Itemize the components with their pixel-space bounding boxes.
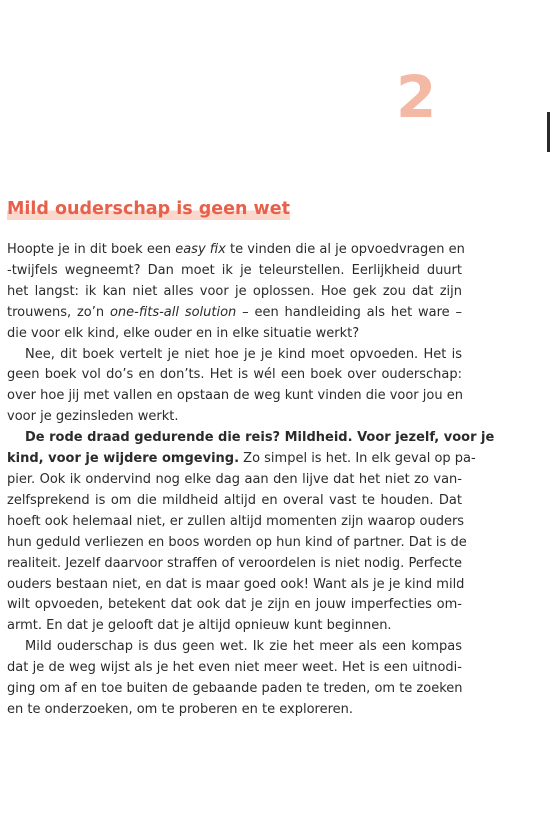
text-line [7,345,462,366]
text-run: en te onderzoeken, om te proberen en te exploreren. [7,701,354,717]
text-run: – een handleiding als het ware – [236,304,462,320]
text-line [7,658,462,679]
text-line [7,240,465,261]
text-line [7,700,462,721]
text-run: hoeft ook helemaal niet, er zullen altijd momenten zijn waarop ouders [7,513,465,529]
text-line [7,470,462,491]
text-run: Nee, dit boek vertelt je niet hoe je je kind moet opvoeden. Het is [25,346,462,362]
emphasis-text: easy fix [175,242,226,257]
text-line [7,533,467,554]
text-line [7,616,462,637]
text-line [7,637,462,658]
text-run: wilt opvoeden, betekent dat ook dat je zijn en jouw imperfecties om- [7,597,462,613]
text-run: Zo simpel is het. In elk geval op pa- [239,451,476,467]
text-line [7,449,476,470]
chapter-number: 2 [396,63,437,131]
text-line [7,282,462,303]
text-run: armt. En dat je gelooft dat je altijd opnieuw kunt beginnen. [7,618,392,634]
text-run: Mild ouderschap is dus geen wet. Ik zie het meer als een kompas [25,639,462,655]
text-run: dat je de weg wijst als je het even niet meer weet. Het is een uitnodi- [7,660,462,676]
text-run: te vinden die al je opvoedvragen en [225,242,465,257]
text-run: realiteit. Jezelf daarvoor straffen of veroordelen is niet nodig. Perfecte [7,555,462,571]
text-line [7,428,495,449]
text-run: pier. Ook ik ondervind nog elke dag aan den lijve dat het niet zo van- [7,471,462,487]
text-line [7,554,462,575]
text-line [7,491,462,512]
text-run: -twijfels wegneemt? Dan moet ik je teleurstellen. Eerlijkheid duurt [7,262,462,278]
text-line [7,365,462,386]
text-run: ouders bestaan niet, en dat is maar goed ook! Want als je je kind mild [7,576,465,592]
text-run: het langst: ik kan niet alles voor je oplossen. Hoe gek zou dat zijn [7,283,462,299]
paragraph [7,345,462,429]
text-line [7,595,462,616]
text-line [7,261,462,282]
text-line [7,512,465,533]
text-run: voor je gezinsleden werkt. [7,409,179,425]
emphasis-text: one-fits-all solution [109,304,237,320]
paragraph [7,428,495,637]
text-line [7,303,462,324]
chapter-title: Mild ouderschap is geen wet [7,196,290,222]
text-line [7,679,462,700]
text-line [7,407,462,428]
text-run: over hoe jij met vallen en opstaan de weg kunt vinden die voor jou en [7,388,463,404]
body-text [7,240,495,721]
text-line [7,386,462,407]
text-run: hun geduld verliezen en boos worden op hun kind of partner. Dat is de [7,534,467,550]
text-run: zelfsprekend is om die mildheid altijd en overal vast te houden. Dat [7,492,462,508]
paragraph [7,240,465,345]
paragraph [7,637,462,721]
text-run: Hoopte je in dit boek een [7,242,176,257]
text-run: die voor elk kind, elke ouder en in elke situatie werkt? [7,325,360,341]
text-line [7,324,462,345]
text-line [7,575,465,596]
text-run: ging om af en toe buiten de gebaande paden te treden, om te zoeken [7,681,463,697]
bold-text: kind, voor je wijdere omgeving. [7,451,240,467]
text-run: geen boek vol do’s en don’ts. Het is wél een boek over ouderschap: [7,367,462,383]
bold-text: De rode draad gedurende die reis? Mildheid. Voor jezelf, voor je [25,430,495,446]
text-run: trouwens, zo’n [7,304,110,320]
